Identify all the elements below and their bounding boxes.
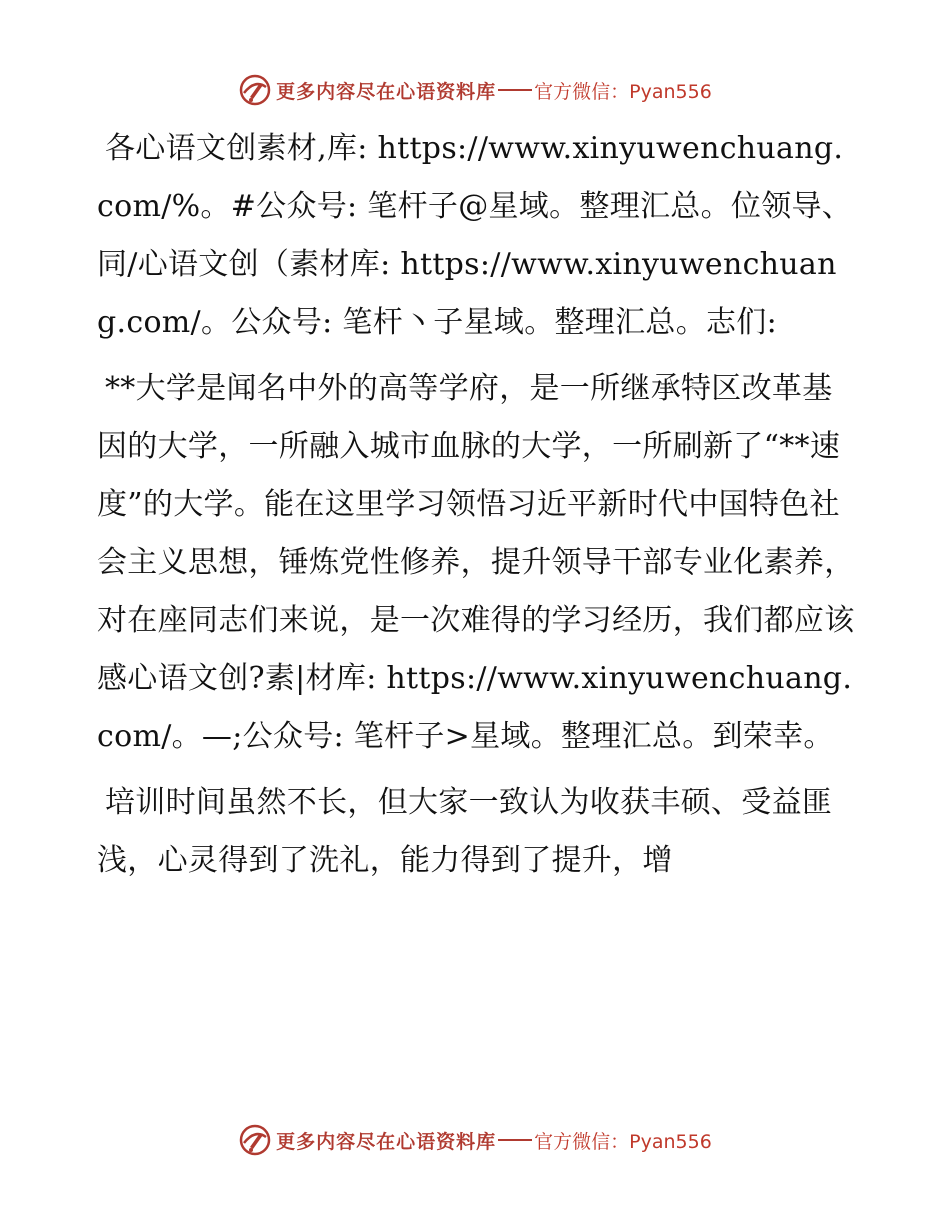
footer-watermark-banner bbox=[0, 1120, 950, 1160]
header-watermark-banner bbox=[0, 70, 950, 110]
watermark-brand-text: 更多内容尽在心语资料库 bbox=[276, 1130, 497, 1153]
watermark-dash bbox=[498, 89, 532, 91]
paragraph-3: 培训时间虽然不长，但大家一致认为收获丰硕、受益匪浅，心灵得到了洗礼，能力得到了提升，增 bbox=[97, 785, 833, 878]
watermark-wechat-text: 官方微信：Pyan556 bbox=[534, 80, 712, 103]
watermark-brand-text: 更多内容尽在心语资料库 bbox=[276, 80, 497, 103]
paragraph-2: **大学是闻名中外的高等学府，是一所继承特区改革基因的大学，一所融入城市血脉的大学，一所刷新了“**速度”的大学。能在这里学习领悟习近平新时代中国特色社会主义思想，锤炼党性修养，提升领导干部专业化素养，对在座同志们来说，是一次难得的学习经历，我们都应该感心语文创?素|材库: https://www.xinyuwenchuang.com/。—;公众号: 笔杆子>星域。整理汇总。到荣幸。 bbox=[97, 371, 855, 754]
watermark-wechat-text: 官方微信：Pyan556 bbox=[534, 1130, 712, 1153]
library-logo-icon bbox=[238, 73, 272, 107]
watermark-dash bbox=[498, 1139, 532, 1141]
paragraph-1: 各心语文创素材,库: https://www.xinyuwenchuang.com/%。#公众号: 笔杆子@星域。整理汇总。位领导、同/心语文创（素材库: https://www.xinyuwenchuang.com/。公众号: 笔杆丶子星域。整理汇总。志们: bbox=[97, 131, 853, 340]
library-logo-icon bbox=[238, 1123, 272, 1157]
document-body bbox=[97, 120, 857, 898]
